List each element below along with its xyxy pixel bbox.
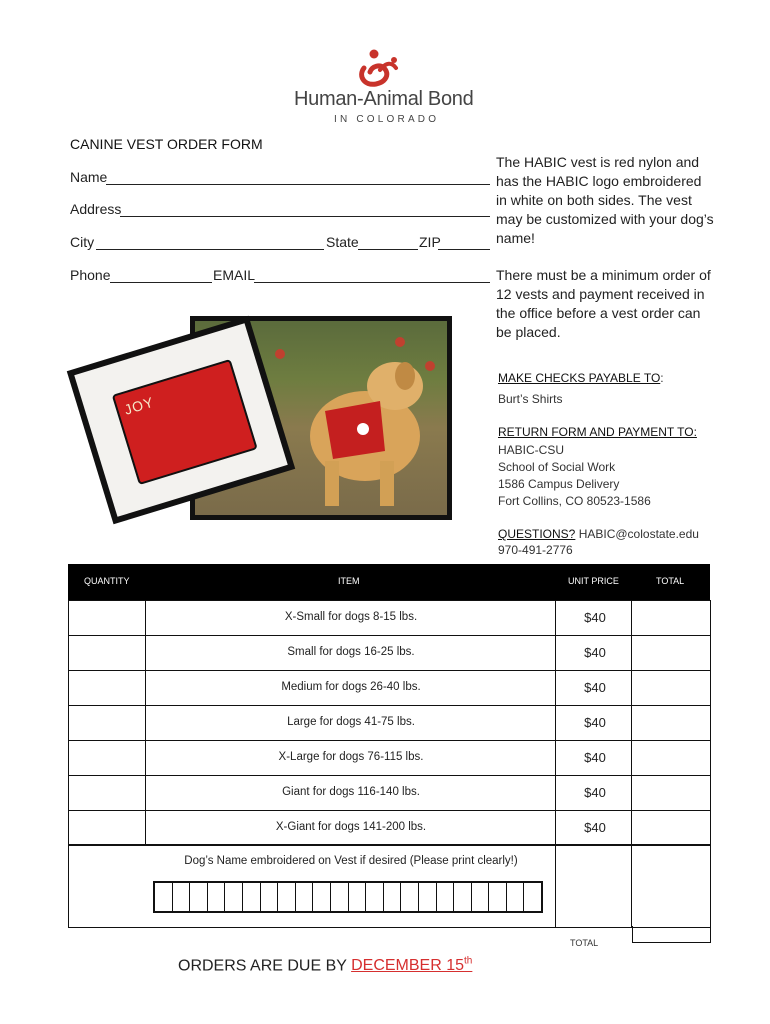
return-line-4: Fort Collins, CO 80523-1586 [498, 494, 651, 508]
name-label: Name [70, 169, 108, 185]
state-field[interactable] [358, 249, 418, 250]
quantity-header: QUANTITY [84, 576, 130, 586]
phone-field[interactable] [110, 282, 212, 283]
table-row [68, 740, 711, 776]
item-xsmall: X-Small for dogs 8-15 lbs. [284, 611, 418, 623]
item-large: Large for dogs 41-75 lbs. [287, 716, 415, 728]
city-field[interactable] [96, 249, 324, 250]
table-row [68, 670, 711, 706]
item-giant: Giant for dogs 116-140 lbs. [282, 786, 420, 798]
return-heading: RETURN FORM AND PAYMENT TO: [498, 425, 697, 439]
minimum-order-note: There must be a minimum order of 12 vests and payment received in the office before a vest order can be placed. [496, 267, 711, 340]
table-row [68, 775, 711, 811]
return-line-2: School of Social Work [498, 460, 616, 474]
logo-title: Human-Animal Bond [294, 88, 474, 110]
price-medium: $40 [584, 680, 606, 695]
price-giant: $40 [584, 785, 606, 800]
name-field[interactable] [106, 184, 490, 185]
address-label: Address [70, 201, 122, 217]
zip-label: ZIP [419, 234, 441, 250]
habic-logo-icon [350, 48, 400, 90]
form-title: CANINE VEST ORDER FORM [70, 136, 263, 152]
questions-email[interactable]: HABIC@colostate.edu [575, 527, 699, 541]
grand-total-label: TOTAL [570, 938, 599, 948]
return-line-1: HABIC-CSU [498, 443, 565, 457]
dog-name-letter-boxes[interactable] [153, 881, 543, 913]
return-line-3: 1586 Campus Delivery [498, 477, 620, 491]
item-small: Small for dogs 16-25 lbs. [287, 646, 415, 658]
table-row [68, 705, 711, 741]
logo-subtitle: IN COLORADO [334, 114, 440, 125]
grand-total-field[interactable] [632, 926, 711, 943]
zip-field[interactable] [438, 249, 490, 250]
checks-payee: Burt’s Shirts [498, 392, 563, 406]
order-table-header [68, 564, 710, 600]
item-medium: Medium for dogs 26-40 lbs. [281, 681, 421, 693]
table-row [68, 600, 711, 636]
phone-label: Phone [70, 267, 111, 283]
unit-price-header: UNIT PRICE [568, 576, 619, 586]
questions-contact: QUESTIONS? HABIC@colostate.edu [498, 527, 699, 541]
table-row [68, 810, 711, 846]
state-label: State [326, 234, 359, 250]
vest-dog-name: JOY [122, 393, 156, 418]
item-xgiant: X-Giant for dogs 141-200 lbs. [275, 821, 427, 833]
item-header: ITEM [338, 576, 360, 586]
total-header: TOTAL [656, 576, 685, 586]
email-label: EMAIL [213, 267, 256, 283]
item-xlarge: X-Large for dogs 76-115 lbs. [278, 751, 424, 763]
red-vest [112, 359, 258, 485]
city-label: City [70, 234, 95, 250]
dog-name-row [68, 844, 711, 928]
email-field[interactable] [254, 282, 490, 283]
vest-description: The HABIC vest is red nylon and has the HABIC logo embroidered in white on both sides. The vest may be customized with your dog’s name! [496, 154, 714, 246]
dog-illustration [285, 341, 425, 511]
due-date-notice: ORDERS ARE DUE BY DECEMBER 15th [178, 956, 473, 975]
questions-phone: 970-491-2776 [498, 543, 573, 557]
checks-heading: MAKE CHECKS PAYABLE TO: [498, 371, 664, 385]
dog-name-label: Dog’s Name embroidered on Vest if desired (Please print clearly!) [184, 855, 518, 867]
price-small: $40 [584, 645, 606, 660]
table-row [68, 635, 711, 671]
price-xgiant: $40 [584, 820, 606, 835]
price-large: $40 [584, 715, 606, 730]
price-xlarge: $40 [584, 750, 606, 765]
address-field[interactable] [120, 216, 490, 217]
price-xsmall: $40 [584, 610, 606, 625]
